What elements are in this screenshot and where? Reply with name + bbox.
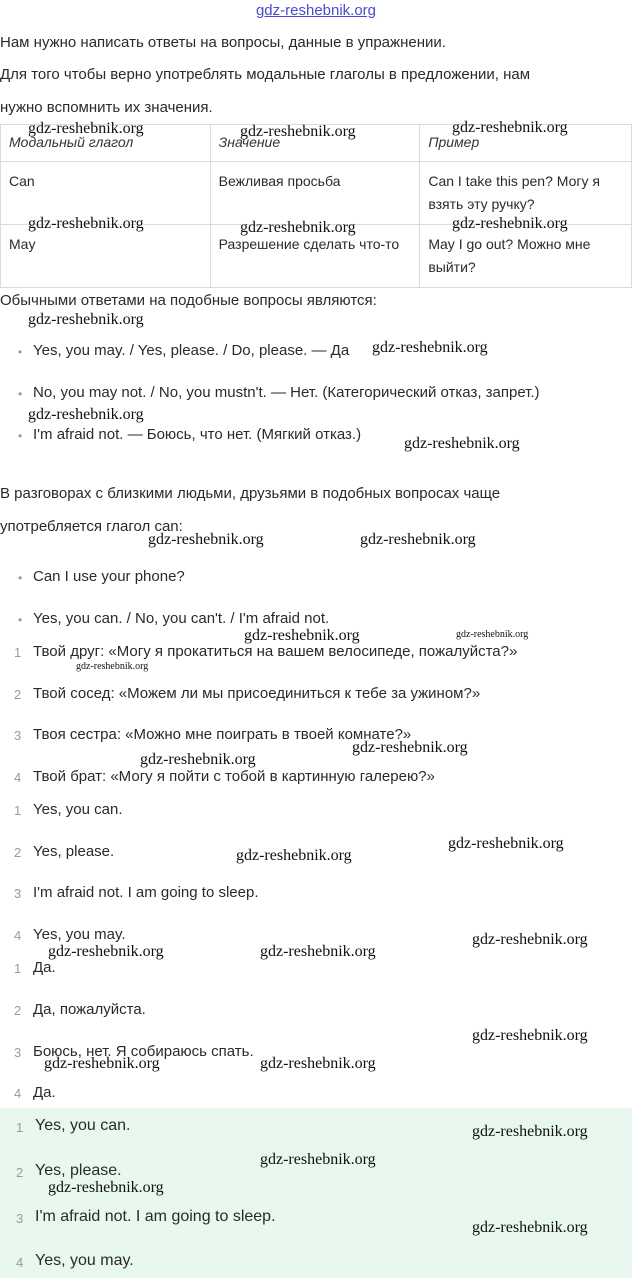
watermark-text: gdz-reshebnik.org (448, 835, 564, 852)
list-item: Can I use your phone? (33, 568, 185, 585)
table-cell: Can (1, 162, 211, 225)
final-answer-item: Yes, you can. (35, 1117, 131, 1134)
answer-item: Yes, you may. (33, 926, 126, 943)
friends-line-1: В разговорах с близкими людьми, друзьями в подобных вопросах чаще (0, 485, 501, 502)
final-answer-item: I'm afraid not. I am going to sleep. (35, 1208, 276, 1225)
list-number: 2 (14, 1003, 22, 1018)
bullet-dot: • (18, 429, 23, 443)
site-header-link[interactable]: gdz-reshebnik.org (255, 2, 377, 19)
list-number: 1 (16, 1120, 24, 1135)
watermark-text: gdz-reshebnik.org (76, 661, 149, 672)
task-item: Твой сосед: «Можем ли мы присоединиться к тебе за ужином?» (33, 685, 481, 702)
friends-line-2: употребляется глагол can: (0, 518, 183, 535)
list-number: 2 (16, 1165, 24, 1180)
list-number: 4 (14, 770, 22, 785)
table-header-cell: Значение (210, 125, 420, 162)
watermark-text: gdz-reshebnik.org (472, 1027, 588, 1044)
task-item: Твоя сестра: «Можно мне поиграть в твоей комнате?» (33, 726, 412, 743)
watermark-text: gdz-reshebnik.org (28, 406, 144, 423)
watermark-text: gdz-reshebnik.org (48, 1179, 164, 1196)
watermark-text: gdz-reshebnik.org (240, 219, 356, 236)
list-number: 4 (16, 1255, 24, 1270)
list-number: 2 (14, 687, 22, 702)
table-cell: May (1, 225, 211, 288)
list-number: 3 (14, 886, 22, 901)
answer-item: Yes, you can. (33, 801, 123, 818)
watermark-text: gdz-reshebnik.org (260, 1151, 376, 1168)
list-number: 1 (14, 803, 22, 818)
watermark-text: gdz-reshebnik.org (148, 531, 264, 548)
final-answer-item: Yes, please. (35, 1162, 122, 1179)
bullet-dot: • (18, 571, 23, 585)
list-number: 4 (14, 928, 22, 943)
list-item: Yes, you can. / No, you can't. / I'm afraid not. (33, 610, 330, 627)
list-number: 1 (14, 961, 22, 976)
list-number: 2 (14, 845, 22, 860)
list-number: 3 (16, 1211, 24, 1226)
watermark-text: gdz-reshebnik.org (28, 311, 144, 328)
task-item: Твой друг: «Могу я прокатиться на вашем велосипеде, пожалуйста?» (33, 643, 518, 660)
table-header-cell: Модальный глагол (1, 125, 211, 162)
modal-verbs-table (0, 124, 632, 288)
usual-answers-title: Обычными ответами на подобные вопросы являются: (0, 292, 377, 309)
watermark-text: gdz-reshebnik.org (236, 847, 352, 864)
watermark-text: gdz-reshebnik.org (456, 629, 529, 640)
answer-item: Да, пожалуйста. (33, 1001, 146, 1018)
watermark-text: gdz-reshebnik.org (372, 339, 488, 356)
watermark-text: gdz-reshebnik.org (352, 739, 468, 756)
watermark-text: gdz-reshebnik.org (404, 435, 520, 452)
list-number: 4 (14, 1086, 22, 1101)
bullet-dot: • (18, 387, 23, 401)
watermark-text: gdz-reshebnik.org (452, 215, 568, 232)
watermark-text: gdz-reshebnik.org (472, 931, 588, 948)
answer-item: Yes, please. (33, 843, 115, 860)
watermark-text: gdz-reshebnik.org (260, 943, 376, 960)
table-cell: Can I take this pen? Могу я взять эту ручку? (420, 162, 632, 225)
list-item: I'm afraid not. — Боюсь, что нет. (Мягкий отказ.) (33, 426, 362, 443)
watermark-text: gdz-reshebnik.org (140, 751, 256, 768)
watermark-text: gdz-reshebnik.org (240, 123, 356, 140)
list-item: No, you may not. / No, you mustn't. — Нет. (Категорический отказ, запрет.) (33, 384, 540, 401)
watermark-text: gdz-reshebnik.org (452, 119, 568, 136)
watermark-text: gdz-reshebnik.org (44, 1055, 160, 1072)
bullet-dot: • (18, 613, 23, 627)
table-cell: Вежливая просьба (210, 162, 420, 225)
bullet-dot: • (18, 345, 23, 359)
list-number: 3 (14, 728, 22, 743)
watermark-text: gdz-reshebnik.org (360, 531, 476, 548)
final-answer-item: Yes, you may. (35, 1252, 134, 1269)
intro-line-3: нужно вспомнить их значения. (0, 99, 213, 116)
list-number: 1 (14, 645, 22, 660)
table-cell: Разрешение сделать что-то (210, 225, 420, 288)
table-cell: May I go out? Можно мне выйти? (420, 225, 632, 288)
task-item: Твой брат: «Могу я пойти с тобой в картинную галерею?» (33, 768, 435, 785)
watermark-text: gdz-reshebnik.org (472, 1123, 588, 1140)
answer-item: Боюсь, нет. Я собираюсь спать. (33, 1043, 254, 1060)
list-item: Yes, you may. / Yes, please. / Do, please. — Да (33, 342, 350, 359)
table-header-cell: Пример (420, 125, 632, 162)
watermark-text: gdz-reshebnik.org (28, 215, 144, 232)
list-number: 3 (14, 1045, 22, 1060)
watermark-text: gdz-reshebnik.org (244, 627, 360, 644)
watermark-text: gdz-reshebnik.org (48, 943, 164, 960)
watermark-text: gdz-reshebnik.org (472, 1219, 588, 1236)
watermark-text: gdz-reshebnik.org (260, 1055, 376, 1072)
answer-item: Да. (33, 1084, 56, 1101)
answer-item: I'm afraid not. I am going to sleep. (33, 884, 259, 901)
watermark-text: gdz-reshebnik.org (28, 120, 144, 137)
intro-line-1: Нам нужно написать ответы на вопросы, данные в упражнении. (0, 34, 446, 51)
answer-item: Да. (33, 959, 56, 976)
intro-line-2: Для того чтобы верно употреблять модальные глаголы в предложении, нам (0, 66, 531, 83)
